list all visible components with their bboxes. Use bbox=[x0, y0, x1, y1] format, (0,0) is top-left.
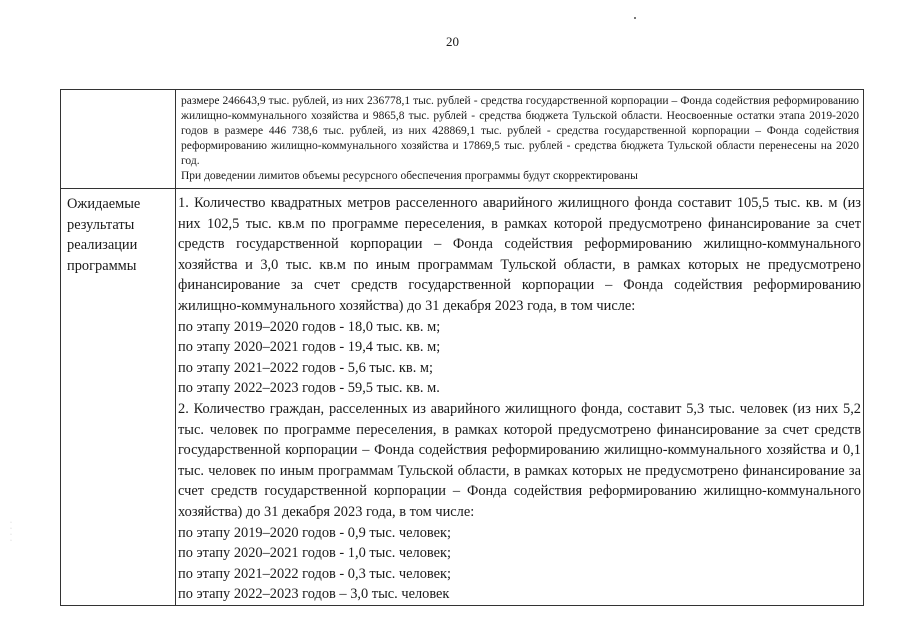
stage-line: по этапу 2021–2022 годов - 5,6 тыс. кв. м; bbox=[178, 359, 434, 376]
stage-line: по этапу 2021–2022 годов - 0,3 тыс. человек; bbox=[178, 565, 452, 582]
label-cell-expected-results bbox=[61, 189, 176, 606]
content-cell-resources bbox=[176, 90, 864, 189]
program-passport-table bbox=[60, 89, 864, 606]
resources-paragraph: При доведении лимитов объемы ресурсного обеспечения программы будут скорректированы bbox=[181, 170, 638, 183]
stage-line: по этапу 2019–2020 годов - 0,9 тыс. человек; bbox=[178, 524, 452, 541]
row-label bbox=[61, 189, 175, 276]
row-label-line: результаты bbox=[67, 216, 135, 233]
label-cell-empty bbox=[61, 90, 176, 189]
resources-text bbox=[176, 90, 863, 185]
stage-line: по этапу 2019–2020 годов - 18,0 тыс. кв. м; bbox=[178, 318, 441, 335]
row-label-line: Ожидаемые bbox=[67, 196, 141, 212]
page-number: 20 bbox=[446, 34, 459, 49]
stage-line: по этапу 2022–2023 годов - 59,5 тыс. кв. м. bbox=[178, 380, 440, 397]
stage-line: по этапу 2022–2023 годов – 3,0 тыс. человек bbox=[178, 586, 450, 603]
stage-line: по этапу 2020–2021 годов - 19,4 тыс. кв. м; bbox=[178, 339, 441, 356]
table-row-expected-results bbox=[61, 189, 864, 606]
resources-paragraph: размере 246643,9 тыс. рублей, из них 236778,1 тыс. рублей - средства государственной корпорации – Фонда содействия реформированию жилищно-коммунального хозяйства и 9865,8 тыс. рублей - средства бюджета Тульской области. Неосвоенные остатки этапа 2019-2020 годов в размере 446 738,6 тыс. рублей, из них 428869,1 тыс. рублей - средства государственной корпорации – Фонда содействия реформированию жилищно-коммунального хозяйства и 17869,5 тыс. рублей - средства бюджета Тульской области перенесены на 2020 год. bbox=[181, 95, 859, 168]
row-label-line: программы bbox=[67, 257, 137, 274]
expected-results-text bbox=[176, 189, 863, 605]
stage-line: по этапу 2020–2021 годов - 1,0 тыс. человек; bbox=[178, 545, 452, 562]
result-item-housing-area: 1. Количество квадратных метров расселенного аварийного жилищного фонда составит 105,5 тыс. кв. м (из них 102,5 тыс. кв.м по программе переселения, в рамках которой предусмотрено финансирование за счет средств государственной корпорации – Фонда содействия реформированию жилищно-коммунального хозяйства и 3,0 тыс. кв.м по иным программам Тульской области, в рамках которых не предусмотрено финансирование за счет средств государственной корпорации – Фонда содействия реформированию жилищно-коммунального хозяйства) до 31 декабря 2023 года, в том числе: bbox=[178, 195, 861, 314]
table-row-resources-continued bbox=[61, 90, 864, 189]
scan-artifact: · · · · bbox=[10, 520, 12, 544]
scan-dot bbox=[634, 17, 636, 19]
content-cell-expected-results bbox=[176, 189, 864, 606]
row-label-line: реализации bbox=[67, 237, 138, 254]
result-item-citizens: 2. Количество граждан, расселенных из аварийного жилищного фонда, составит 5,3 тыс. человек (из них 5,2 тыс. человек по программе переселения, в рамках которой предусмотрено финансирование за счет средств государственной корпорации – Фонда содействия реформированию жилищно-коммунального хозяйства и 0,1 тыс. человек по иным программам Тульской области, в рамках которых не предусмотрено финансирование за счет средств государственной корпорации – Фонда содействия реформированию жилищно-коммунального хозяйства) до 31 декабря 2023 года, в том числе: bbox=[178, 400, 861, 520]
